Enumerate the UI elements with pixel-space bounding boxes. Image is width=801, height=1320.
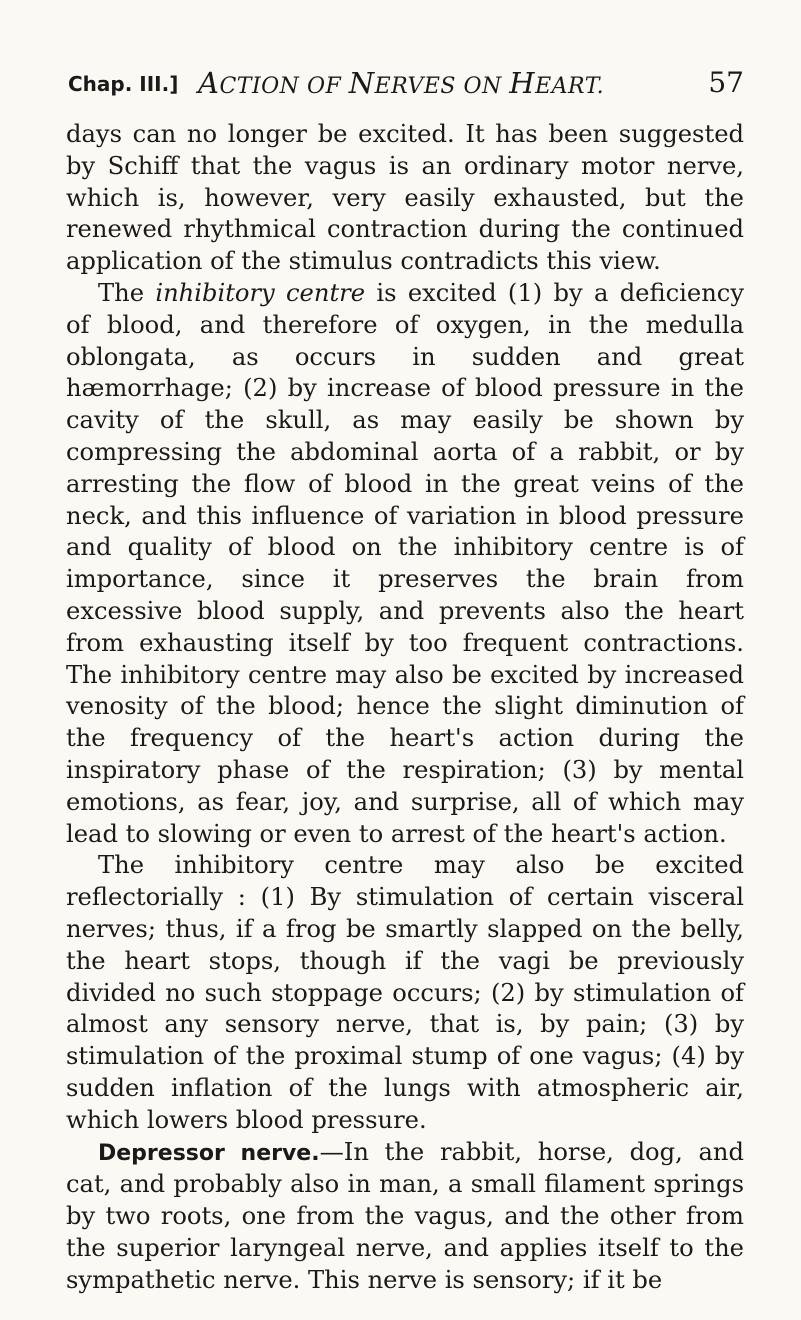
depressor-nerve-heading: Depressor nerve. bbox=[98, 1140, 320, 1166]
paragraph-1 bbox=[66, 119, 744, 278]
running-title-text: ACTION OF NERVES ON HEART. bbox=[198, 66, 605, 100]
running-title bbox=[198, 66, 604, 100]
paragraph-2-lead: The bbox=[98, 278, 156, 307]
paragraph-2 bbox=[66, 278, 744, 850]
paragraph-2-text: is excited (1) by a deficiency of blood, and therefore of oxygen, in the medulla oblongata, as occurs in sudden and great hæmorrhage; (2) by increase of blood pressure in the cavity of the skull, as may easily be shown by compressing the abdominal aorta of a rabbit, or by arresting the flow of blood in the great veins of the neck, and this influence of variation in blood pressure and quality of blood on the inhibitory centre is of importance, since it preserves the brain from excessive blood supply, and prevents also the heart from exhausting itself by too frequent contractions. The inhibitory centre may also be excited by increased venosity of the blood; hence the slight diminution of the frequency of the heart's action during the inspiratory phase of the respiration; (3) by mental emotions, as fear, joy, and surprise, all of which may lead to slowing or even to arrest of the heart's action. bbox=[66, 278, 745, 848]
paragraph-3 bbox=[66, 850, 744, 1136]
paragraph-4 bbox=[66, 1137, 744, 1297]
chapter-label: Chap. III.] bbox=[68, 72, 179, 96]
running-header bbox=[68, 66, 744, 106]
inhibitory-centre-emphasis: inhibitory centre bbox=[155, 278, 366, 307]
page-number: 57 bbox=[708, 66, 744, 99]
body-text bbox=[66, 119, 744, 1296]
paragraph-1-text: days can no longer be excited. It has been suggested by Schiff that the vagus is an ordinary motor nerve, which is, however, very easily exhausted, but the renewed rhythmical contraction during the continued application of the stimulus contradicts this view. bbox=[66, 120, 744, 276]
paragraph-4-text: —In the rabbit, horse, dog, and cat, and probably also in man, a small filament springs by two roots, one from the vagus, and the other from the superior laryngeal nerve, and applies itself to the sympathetic nerve. This nerve is sensory; if it be bbox=[66, 1137, 744, 1294]
paragraph-3-text: The inhibitory centre may also be excited reflectorially : (1) By stimulation of certain visceral nerves; thus, if a frog be smartly slapped on the belly, the heart stops, though if the vagi be previously divided no such stoppage occurs; (2) by stimulation of almost any sensory nerve, that is, by pain; (3) by stimulation of the proximal stump of one vagus; (4) by sudden inflation of the lungs with atmospheric air, which lowers blood pressure. bbox=[66, 851, 744, 1134]
